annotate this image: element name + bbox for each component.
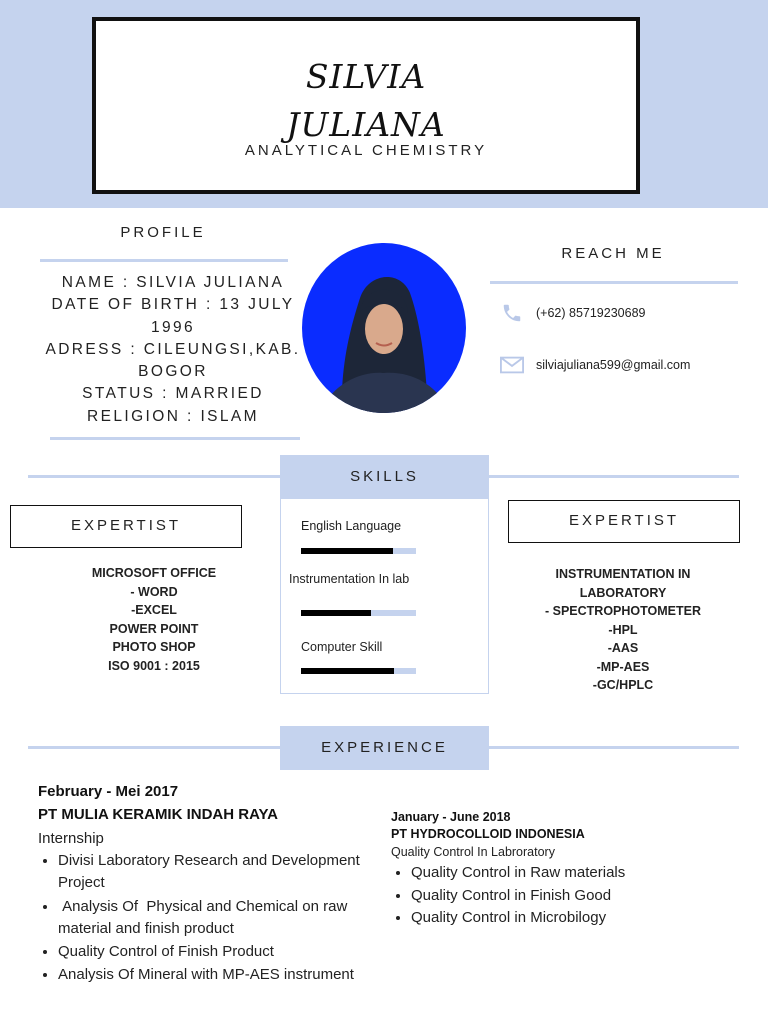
name-box: [92, 17, 640, 194]
profile-line: RELIGION : ISLAM: [87, 407, 259, 425]
profile-line: NAME : SILVIA JULIANA: [61, 274, 285, 291]
reach-me-heading: REACH ME: [561, 245, 665, 262]
job-period: January - June 2018: [391, 810, 511, 824]
expertise-item: -GC/HPLC: [592, 678, 654, 692]
job-task: • Quality Control in Microbilogy: [411, 907, 721, 930]
profile-line: 1996: [150, 318, 196, 336]
job-role: Internship: [38, 830, 104, 847]
experience-entry: [391, 808, 721, 930]
skill-level: [301, 610, 371, 616]
expertise-item: - WORD: [130, 584, 178, 599]
expertise-item: MICROSOFT OFFICE: [91, 566, 217, 580]
expertise-item: - SPECTROPHOTOMETER: [544, 604, 702, 618]
job-title: ANALYTICAL CHEMISTRY: [244, 142, 488, 159]
skill-label: Computer Skill: [301, 640, 383, 654]
expertise-item: LABORATORY: [579, 585, 667, 600]
profile-line: DATE OF BIRTH : 13 JULY: [51, 296, 295, 314]
skill-label: English Language: [301, 519, 402, 533]
profile-details: [40, 272, 306, 428]
experience-rule-right: [489, 746, 739, 749]
job-task: • Quality Control in Raw materials: [411, 862, 721, 885]
phone-number[interactable]: (+62) 85719230689: [536, 306, 646, 320]
expertise-item: INSTRUMENTATION IN: [555, 567, 691, 581]
skill-level: [301, 668, 394, 674]
profile-line: STATUS : MARRIED: [82, 385, 264, 403]
skills-panel: [280, 498, 489, 694]
experience-heading: EXPERIENCE: [280, 726, 489, 770]
experience-rule-left: [28, 746, 280, 749]
skill-label: Instrumentation In lab: [289, 572, 410, 586]
expertise-right-list: [509, 565, 737, 695]
profile-top-rule: [40, 259, 288, 262]
job-role: Quality Control In Labroratory: [391, 845, 555, 859]
profile-photo: [302, 243, 466, 413]
reach-me-rule: [490, 281, 738, 284]
job-task: • Divisi Laboratory Research and Development Project: [58, 850, 383, 895]
expertise-item: ISO 9001 : 2015: [108, 658, 200, 673]
skill-level: [301, 548, 393, 554]
expertise-item: -AAS: [607, 641, 639, 655]
profile-line: ADRESS : CILEUNGSI,KAB.: [45, 340, 301, 358]
first-name: SILVIA: [305, 57, 427, 96]
job-task-list: [58, 850, 383, 987]
job-task: • Quality Control of Finish Product: [58, 941, 383, 963]
job-task: • Analysis Of Physical and Chemical on raw material and finish product: [58, 896, 383, 941]
person-silhouette-icon: [302, 243, 466, 413]
job-task: • Quality Control in Finish Good: [411, 885, 721, 908]
skill-bar: [301, 548, 416, 554]
expertise-right-heading: EXPERTIST: [508, 500, 740, 543]
profile-heading: PROFILE: [120, 224, 206, 241]
expertise-item: -EXCEL: [131, 603, 177, 617]
job-task: • Analysis Of Mineral with MP-AES instrument: [58, 964, 383, 986]
expertise-item: PHOTO SHOP: [112, 640, 196, 654]
job-company: PT MULIA KERAMIK INDAH RAYA: [38, 806, 279, 823]
expertise-item: POWER POINT: [109, 621, 199, 636]
skill-bar: [301, 610, 416, 616]
profile-line: BOGOR: [138, 363, 208, 381]
skills-heading: SKILLS: [280, 455, 489, 498]
email-row: [500, 354, 690, 376]
job-period: February - Mei 2017: [38, 783, 179, 800]
skills-rule-left: [28, 475, 280, 478]
profile-bottom-rule: [50, 437, 300, 440]
skill-bar: [301, 668, 416, 674]
job-task-list: [411, 862, 721, 930]
mail-icon: [500, 354, 524, 376]
expertise-left-list: [40, 564, 268, 675]
skills-rule-right: [489, 475, 739, 478]
expertise-item: -HPL: [608, 622, 638, 637]
expertise-item: -MP-AES: [596, 659, 650, 674]
expertise-left-heading: EXPERTIST: [10, 505, 242, 548]
experience-entry: [38, 781, 383, 988]
email-address[interactable]: silviajuliana599@gmail.com: [536, 358, 691, 372]
job-company: PT HYDROCOLLOID INDONESIA: [391, 827, 585, 841]
phone-row: [500, 302, 645, 324]
last-name: JULIANA: [286, 105, 446, 144]
phone-icon: [500, 302, 524, 324]
